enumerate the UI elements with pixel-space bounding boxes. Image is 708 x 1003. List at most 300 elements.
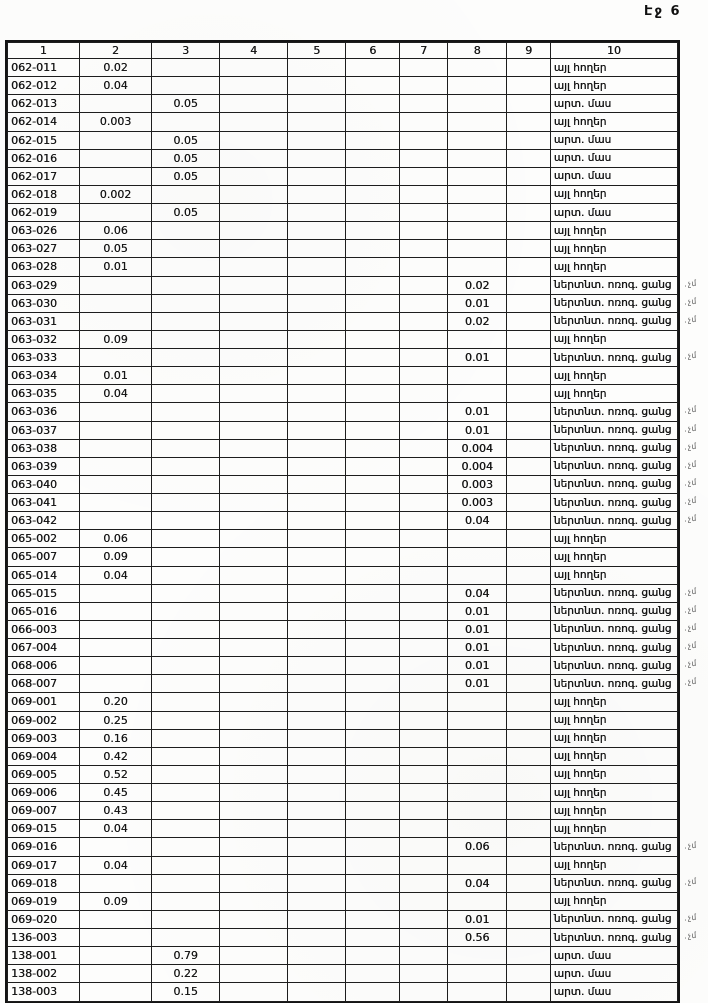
cell-col-6 bbox=[345, 167, 399, 185]
cell-col-6 bbox=[345, 276, 399, 294]
cell-col-8 bbox=[447, 711, 507, 729]
cell-land-type: արտ. մաս bbox=[550, 947, 677, 965]
cell-parcel-code: 069-006 bbox=[8, 784, 80, 802]
cell-col-9 bbox=[507, 675, 550, 693]
cell-col-3 bbox=[152, 820, 220, 838]
cell-col-5 bbox=[288, 240, 346, 258]
cell-col-5 bbox=[288, 747, 346, 765]
cell-col-3: 0.05 bbox=[152, 149, 220, 167]
cell-col-5 bbox=[288, 584, 346, 602]
cell-col-7 bbox=[400, 983, 447, 1001]
table-row bbox=[8, 838, 678, 856]
cell-col-2 bbox=[79, 294, 152, 312]
cell-col-9 bbox=[507, 548, 550, 566]
cell-col-5 bbox=[288, 892, 346, 910]
cell-col-5 bbox=[288, 566, 346, 584]
cell-col-7 bbox=[400, 457, 447, 475]
cell-parcel-code: 063-035 bbox=[8, 385, 80, 403]
cell-col-6 bbox=[345, 675, 399, 693]
cell-col-5 bbox=[288, 312, 346, 330]
cell-col-8 bbox=[447, 892, 507, 910]
cell-col-9 bbox=[507, 892, 550, 910]
table-row bbox=[8, 983, 678, 1001]
cell-col-2 bbox=[79, 421, 152, 439]
cell-parcel-code: 138-001 bbox=[8, 947, 80, 965]
cell-col-6 bbox=[345, 59, 399, 77]
table-row bbox=[8, 421, 678, 439]
cell-col-6 bbox=[345, 729, 399, 747]
cell-col-6 bbox=[345, 639, 399, 657]
cell-col-3 bbox=[152, 657, 220, 675]
cell-col-4 bbox=[219, 131, 288, 149]
cell-col-5 bbox=[288, 59, 346, 77]
cell-land-type: ներտնտ. ոռոգ. ցանց bbox=[550, 276, 677, 294]
cell-col-7 bbox=[400, 185, 447, 203]
cell-col-6 bbox=[345, 512, 399, 530]
cell-col-4 bbox=[219, 512, 288, 530]
cell-col-6 bbox=[345, 566, 399, 584]
cell-col-6 bbox=[345, 747, 399, 765]
cell-col-8: 0.004 bbox=[447, 439, 507, 457]
cell-parcel-code: 063-027 bbox=[8, 240, 80, 258]
cell-col-3 bbox=[152, 457, 220, 475]
cell-col-4 bbox=[219, 675, 288, 693]
cell-col-7 bbox=[400, 385, 447, 403]
cell-col-2 bbox=[79, 965, 152, 983]
cell-parcel-code: 069-007 bbox=[8, 802, 80, 820]
cell-land-type: այլ հողեր bbox=[550, 222, 677, 240]
cell-col-7 bbox=[400, 403, 447, 421]
cell-parcel-code: 069-004 bbox=[8, 747, 80, 765]
cell-parcel-code: 068-007 bbox=[8, 675, 80, 693]
cell-col-9 bbox=[507, 602, 550, 620]
cell-col-4 bbox=[219, 204, 288, 222]
cell-col-4 bbox=[219, 784, 288, 802]
cell-col-3 bbox=[152, 910, 220, 928]
table-row bbox=[8, 494, 678, 512]
cell-col-4 bbox=[219, 693, 288, 711]
cell-land-type: այլ հողեր bbox=[550, 240, 677, 258]
cell-col-5 bbox=[288, 929, 346, 947]
cell-col-5 bbox=[288, 856, 346, 874]
cell-land-type: արտ. մաս bbox=[550, 983, 677, 1001]
cell-col-4 bbox=[219, 838, 288, 856]
cell-col-5 bbox=[288, 222, 346, 240]
cell-col-5 bbox=[288, 276, 346, 294]
cell-col-3 bbox=[152, 639, 220, 657]
column-header-10: 10 bbox=[550, 43, 677, 59]
cell-col-5 bbox=[288, 620, 346, 638]
cell-parcel-code: 063-039 bbox=[8, 457, 80, 475]
cell-col-6 bbox=[345, 838, 399, 856]
cell-col-5 bbox=[288, 403, 346, 421]
cell-col-3 bbox=[152, 693, 220, 711]
cell-col-8 bbox=[447, 566, 507, 584]
cell-parcel-code: 063-033 bbox=[8, 349, 80, 367]
cell-col-9 bbox=[507, 421, 550, 439]
cell-col-7 bbox=[400, 639, 447, 657]
cell-parcel-code: 065-014 bbox=[8, 566, 80, 584]
cell-col-7 bbox=[400, 494, 447, 512]
cell-col-7 bbox=[400, 584, 447, 602]
cell-parcel-code: 062-013 bbox=[8, 95, 80, 113]
cell-col-2 bbox=[79, 639, 152, 657]
table-row bbox=[8, 222, 678, 240]
cell-col-8 bbox=[447, 149, 507, 167]
cell-col-5 bbox=[288, 349, 346, 367]
cell-col-5 bbox=[288, 657, 346, 675]
margin-note: . չմ bbox=[684, 640, 697, 651]
cell-col-5 bbox=[288, 711, 346, 729]
cell-col-3 bbox=[152, 294, 220, 312]
cell-col-4 bbox=[219, 240, 288, 258]
cell-col-2: 0.52 bbox=[79, 765, 152, 783]
cell-col-7 bbox=[400, 421, 447, 439]
table-row bbox=[8, 95, 678, 113]
cell-col-9 bbox=[507, 131, 550, 149]
cell-land-type: ներտնտ. ոռոգ. ցանց bbox=[550, 475, 677, 493]
cell-col-6 bbox=[345, 910, 399, 928]
table-row bbox=[8, 566, 678, 584]
table-row bbox=[8, 910, 678, 928]
cell-land-type: այլ հողեր bbox=[550, 892, 677, 910]
margin-notes-layer bbox=[684, 40, 708, 1000]
margin-note: . չմ bbox=[684, 658, 697, 669]
cell-land-type: արտ. մաս bbox=[550, 204, 677, 222]
margin-note: . չմ bbox=[684, 677, 697, 688]
cell-col-7 bbox=[400, 240, 447, 258]
cell-col-7 bbox=[400, 874, 447, 892]
table-row bbox=[8, 113, 678, 131]
table-row bbox=[8, 802, 678, 820]
cell-col-4 bbox=[219, 892, 288, 910]
cell-col-2 bbox=[79, 602, 152, 620]
cell-col-5 bbox=[288, 639, 346, 657]
cell-col-4 bbox=[219, 494, 288, 512]
cell-col-2: 0.01 bbox=[79, 258, 152, 276]
cell-col-7 bbox=[400, 965, 447, 983]
cell-col-9 bbox=[507, 204, 550, 222]
cell-parcel-code: 069-005 bbox=[8, 765, 80, 783]
table-row bbox=[8, 548, 678, 566]
cell-col-9 bbox=[507, 222, 550, 240]
cell-land-type: արտ. մաս bbox=[550, 149, 677, 167]
cell-col-3 bbox=[152, 330, 220, 348]
cell-col-3 bbox=[152, 620, 220, 638]
table-row bbox=[8, 947, 678, 965]
cell-col-8 bbox=[447, 367, 507, 385]
cell-col-3 bbox=[152, 385, 220, 403]
cell-col-6 bbox=[345, 494, 399, 512]
cell-col-7 bbox=[400, 657, 447, 675]
cell-col-4 bbox=[219, 294, 288, 312]
cell-col-3 bbox=[152, 675, 220, 693]
cell-col-4 bbox=[219, 620, 288, 638]
cell-col-2 bbox=[79, 439, 152, 457]
cell-col-2: 0.04 bbox=[79, 820, 152, 838]
cell-col-3: 0.05 bbox=[152, 167, 220, 185]
table-row bbox=[8, 167, 678, 185]
cell-col-8 bbox=[447, 765, 507, 783]
cell-col-9 bbox=[507, 747, 550, 765]
cell-col-7 bbox=[400, 675, 447, 693]
cell-land-type: ներտնտ. ոռոգ. ցանց bbox=[550, 439, 677, 457]
table-row bbox=[8, 367, 678, 385]
cell-col-2 bbox=[79, 947, 152, 965]
table-row bbox=[8, 294, 678, 312]
table-row bbox=[8, 258, 678, 276]
cell-col-6 bbox=[345, 965, 399, 983]
cell-col-3 bbox=[152, 784, 220, 802]
cell-col-2: 0.20 bbox=[79, 693, 152, 711]
cell-col-7 bbox=[400, 131, 447, 149]
cell-col-7 bbox=[400, 95, 447, 113]
cell-parcel-code: 063-029 bbox=[8, 276, 80, 294]
cell-col-7 bbox=[400, 729, 447, 747]
table-row bbox=[8, 602, 678, 620]
cell-parcel-code: 065-015 bbox=[8, 584, 80, 602]
cell-land-type: արտ. մաս bbox=[550, 95, 677, 113]
cell-parcel-code: 069-017 bbox=[8, 856, 80, 874]
cell-land-type: ներտնտ. ոռոգ. ցանց bbox=[550, 602, 677, 620]
table-row bbox=[8, 657, 678, 675]
cell-land-type: ներտնտ. ոռոգ. ցանց bbox=[550, 403, 677, 421]
table-row bbox=[8, 765, 678, 783]
cell-land-type: այլ հողեր bbox=[550, 185, 677, 203]
column-header-5: 5 bbox=[288, 43, 346, 59]
cell-col-4 bbox=[219, 439, 288, 457]
cell-col-6 bbox=[345, 294, 399, 312]
cell-col-8 bbox=[447, 856, 507, 874]
cell-col-9 bbox=[507, 765, 550, 783]
column-header-1: 1 bbox=[8, 43, 80, 59]
cell-parcel-code: 063-042 bbox=[8, 512, 80, 530]
cell-col-5 bbox=[288, 167, 346, 185]
cell-col-8 bbox=[447, 167, 507, 185]
cell-col-6 bbox=[345, 77, 399, 95]
cell-col-2: 0.01 bbox=[79, 367, 152, 385]
cell-col-8: 0.01 bbox=[447, 657, 507, 675]
cell-col-8 bbox=[447, 113, 507, 131]
cell-parcel-code: 063-031 bbox=[8, 312, 80, 330]
cell-col-7 bbox=[400, 566, 447, 584]
cell-parcel-code: 067-004 bbox=[8, 639, 80, 657]
cell-col-9 bbox=[507, 77, 550, 95]
cell-col-4 bbox=[219, 403, 288, 421]
cell-col-8 bbox=[447, 548, 507, 566]
cell-col-6 bbox=[345, 204, 399, 222]
cell-col-4 bbox=[219, 947, 288, 965]
cell-col-4 bbox=[219, 149, 288, 167]
margin-note: . չմ bbox=[684, 622, 697, 633]
cell-col-8: 0.01 bbox=[447, 421, 507, 439]
cell-land-type: ներտնտ. ոռոգ. ցանց bbox=[550, 457, 677, 475]
cell-land-type: այլ հողեր bbox=[550, 258, 677, 276]
cell-land-type: այլ հողեր bbox=[550, 856, 677, 874]
cell-col-7 bbox=[400, 765, 447, 783]
table-row bbox=[8, 312, 678, 330]
column-header-4: 4 bbox=[219, 43, 288, 59]
cell-parcel-code: 063-040 bbox=[8, 475, 80, 493]
cell-col-2: 0.45 bbox=[79, 784, 152, 802]
cell-col-8 bbox=[447, 222, 507, 240]
cell-col-8: 0.01 bbox=[447, 349, 507, 367]
cell-land-type: այլ հողեր bbox=[550, 729, 677, 747]
cell-col-7 bbox=[400, 892, 447, 910]
cell-col-6 bbox=[345, 149, 399, 167]
cell-col-9 bbox=[507, 512, 550, 530]
cell-col-2: 0.25 bbox=[79, 711, 152, 729]
cell-col-7 bbox=[400, 439, 447, 457]
cell-col-6 bbox=[345, 874, 399, 892]
cell-col-6 bbox=[345, 385, 399, 403]
cell-col-7 bbox=[400, 784, 447, 802]
cell-col-7 bbox=[400, 620, 447, 638]
cell-land-type: ներտնտ. ոռոգ. ցանց bbox=[550, 675, 677, 693]
cell-col-7 bbox=[400, 330, 447, 348]
cell-col-6 bbox=[345, 929, 399, 947]
margin-note: . չմ bbox=[684, 423, 697, 434]
cell-col-5 bbox=[288, 838, 346, 856]
cell-col-7 bbox=[400, 367, 447, 385]
cell-col-6 bbox=[345, 530, 399, 548]
cell-col-3 bbox=[152, 240, 220, 258]
cell-col-5 bbox=[288, 149, 346, 167]
cell-col-4 bbox=[219, 113, 288, 131]
cell-col-9 bbox=[507, 312, 550, 330]
cell-land-type: ներտնտ. ոռոգ. ցանց bbox=[550, 910, 677, 928]
cell-col-4 bbox=[219, 421, 288, 439]
cell-col-9 bbox=[507, 367, 550, 385]
table-row bbox=[8, 675, 678, 693]
cell-parcel-code: 069-016 bbox=[8, 838, 80, 856]
cell-col-2 bbox=[79, 149, 152, 167]
cell-land-type: ներտնտ. ոռոգ. ցանց bbox=[550, 421, 677, 439]
cell-col-9 bbox=[507, 947, 550, 965]
cell-col-5 bbox=[288, 512, 346, 530]
table-row bbox=[8, 240, 678, 258]
cell-col-2 bbox=[79, 512, 152, 530]
cell-land-type: այլ հողեր bbox=[550, 367, 677, 385]
cell-col-6 bbox=[345, 784, 399, 802]
cell-col-5 bbox=[288, 385, 346, 403]
cell-col-2: 0.09 bbox=[79, 548, 152, 566]
column-header-9: 9 bbox=[507, 43, 550, 59]
table-row bbox=[8, 276, 678, 294]
margin-note: . չմ bbox=[684, 296, 697, 307]
cell-col-4 bbox=[219, 59, 288, 77]
cell-col-8 bbox=[447, 693, 507, 711]
cell-col-4 bbox=[219, 77, 288, 95]
cell-col-8: 0.04 bbox=[447, 512, 507, 530]
cell-col-7 bbox=[400, 820, 447, 838]
cell-col-4 bbox=[219, 729, 288, 747]
cell-land-type: այլ հողեր bbox=[550, 530, 677, 548]
cell-col-6 bbox=[345, 349, 399, 367]
cell-col-3 bbox=[152, 838, 220, 856]
cell-parcel-code: 065-002 bbox=[8, 530, 80, 548]
cell-col-5 bbox=[288, 820, 346, 838]
cell-col-9 bbox=[507, 59, 550, 77]
cell-col-4 bbox=[219, 222, 288, 240]
cell-col-3 bbox=[152, 747, 220, 765]
cell-col-5 bbox=[288, 729, 346, 747]
cell-col-2 bbox=[79, 457, 152, 475]
page-number: Էջ 6 bbox=[644, 4, 682, 19]
cell-col-4 bbox=[219, 602, 288, 620]
cell-col-8: 0.02 bbox=[447, 276, 507, 294]
cell-land-type: այլ հողեր bbox=[550, 784, 677, 802]
cell-col-2: 0.003 bbox=[79, 113, 152, 131]
cell-col-6 bbox=[345, 222, 399, 240]
table-row bbox=[8, 620, 678, 638]
cell-col-3 bbox=[152, 312, 220, 330]
cell-col-2: 0.04 bbox=[79, 856, 152, 874]
cell-col-5 bbox=[288, 367, 346, 385]
cell-col-3 bbox=[152, 403, 220, 421]
cell-col-6 bbox=[345, 947, 399, 965]
cell-col-3 bbox=[152, 421, 220, 439]
cell-col-2 bbox=[79, 657, 152, 675]
cell-col-4 bbox=[219, 548, 288, 566]
cell-col-3 bbox=[152, 711, 220, 729]
cell-col-4 bbox=[219, 802, 288, 820]
cell-col-8: 0.003 bbox=[447, 494, 507, 512]
cell-col-6 bbox=[345, 113, 399, 131]
cell-col-2 bbox=[79, 910, 152, 928]
cell-col-6 bbox=[345, 765, 399, 783]
cell-col-8: 0.04 bbox=[447, 874, 507, 892]
cell-col-9 bbox=[507, 802, 550, 820]
cell-col-6 bbox=[345, 330, 399, 348]
cell-parcel-code: 062-016 bbox=[8, 149, 80, 167]
cell-col-4 bbox=[219, 167, 288, 185]
cell-col-7 bbox=[400, 838, 447, 856]
cell-land-type: ներտնտ. ոռոգ. ցանց bbox=[550, 639, 677, 657]
cell-col-9 bbox=[507, 711, 550, 729]
cell-parcel-code: 062-014 bbox=[8, 113, 80, 131]
cell-col-3 bbox=[152, 494, 220, 512]
cell-col-9 bbox=[507, 929, 550, 947]
table-row bbox=[8, 59, 678, 77]
cell-col-3 bbox=[152, 856, 220, 874]
table-row bbox=[8, 330, 678, 348]
cell-col-2: 0.04 bbox=[79, 77, 152, 95]
cell-col-8 bbox=[447, 965, 507, 983]
cell-col-8: 0.003 bbox=[447, 475, 507, 493]
cell-col-3 bbox=[152, 77, 220, 95]
cell-col-7 bbox=[400, 548, 447, 566]
cell-col-4 bbox=[219, 385, 288, 403]
margin-note: . չմ bbox=[684, 876, 697, 887]
cell-col-5 bbox=[288, 439, 346, 457]
cell-col-6 bbox=[345, 983, 399, 1001]
cell-col-6 bbox=[345, 403, 399, 421]
cell-col-9 bbox=[507, 729, 550, 747]
cell-col-7 bbox=[400, 113, 447, 131]
cell-col-7 bbox=[400, 222, 447, 240]
table-row bbox=[8, 349, 678, 367]
table-row bbox=[8, 131, 678, 149]
cell-col-7 bbox=[400, 475, 447, 493]
cell-col-3: 0.05 bbox=[152, 95, 220, 113]
cell-col-4 bbox=[219, 657, 288, 675]
cell-col-6 bbox=[345, 258, 399, 276]
column-header-8: 8 bbox=[447, 43, 507, 59]
cell-col-7 bbox=[400, 802, 447, 820]
cell-col-8 bbox=[447, 784, 507, 802]
cell-col-9 bbox=[507, 185, 550, 203]
